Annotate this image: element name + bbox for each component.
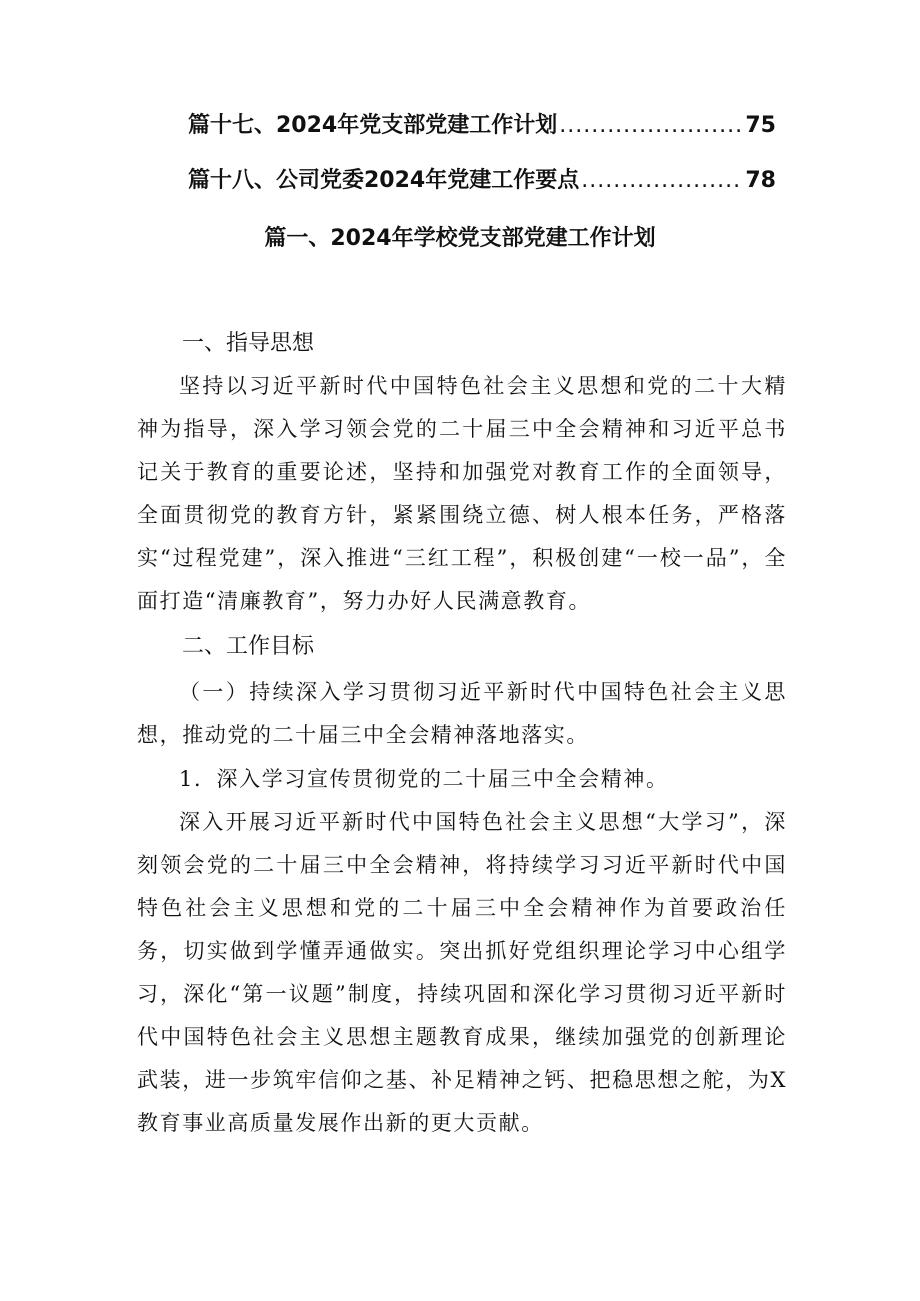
toc-leader-dots xyxy=(581,166,743,196)
paragraph-item-1-body: 深入开展习近平新时代中国特色社会主义思想“大学习”，深刻领会党的二十届三中全会精神，将持续学习习近平新时代中国特色社会主义思想和党的二十届三中全会精神作为首要政治任务，切实做到学懂弄通做实。突出抓好党组织理论学习中心组学习，深化“第一议题”制度，持续巩固和深化学习贯彻习近平新时代中国特色社会主义思想主题教育成果，继续加强党的创新理论武装，进一步筑牢信仰之基、补足精神之钙、把稳思想之舵，为X教育事业高质量发展作出新的更大贡献。 xyxy=(137,810,787,1135)
paragraph-subsection-1: （一）持续深入学习贯彻习近平新时代中国特色社会主义思想，推动党的二十届三中全会精神落地落实。 xyxy=(137,680,787,747)
section-heading-guiding-ideology: 一、指导思想 xyxy=(182,331,315,356)
toc-entry[interactable] xyxy=(188,111,776,141)
toc-entry-title: 篇十七、2024年党支部党建工作计划 xyxy=(188,113,558,138)
toc-entry[interactable] xyxy=(188,166,776,196)
toc-page-number: 78 xyxy=(745,168,776,193)
section-heading-work-goals: 二、工作目标 xyxy=(182,634,315,659)
paragraph-item-1: 1．深入学习宣传贯彻党的二十届三中全会精神。 xyxy=(179,767,669,791)
paragraph-guiding-ideology: 坚持以习近平新时代中国特色社会主义思想和党的二十大精神为指导，深入学习领会党的二十届三中全会精神和习近平总书记关于教育的重要论述，坚持和加强党对教育工作的全面领导，全面贯彻党的教育方针，紧紧围绕立德、树人根本任务，严格落实“过程党建”，深入推进“三红工程”，积极创建“一校一品”，全面打造“清廉教育”，努力办好人民满意教育。 xyxy=(137,374,787,613)
toc-entry-title: 篇十八、公司党委2024年党建工作要点 xyxy=(188,168,580,193)
document-title: 篇一、2024年学校党支部党建工作计划 xyxy=(264,226,656,251)
toc-leader-dots xyxy=(559,111,743,141)
toc-page-number: 75 xyxy=(745,113,776,138)
